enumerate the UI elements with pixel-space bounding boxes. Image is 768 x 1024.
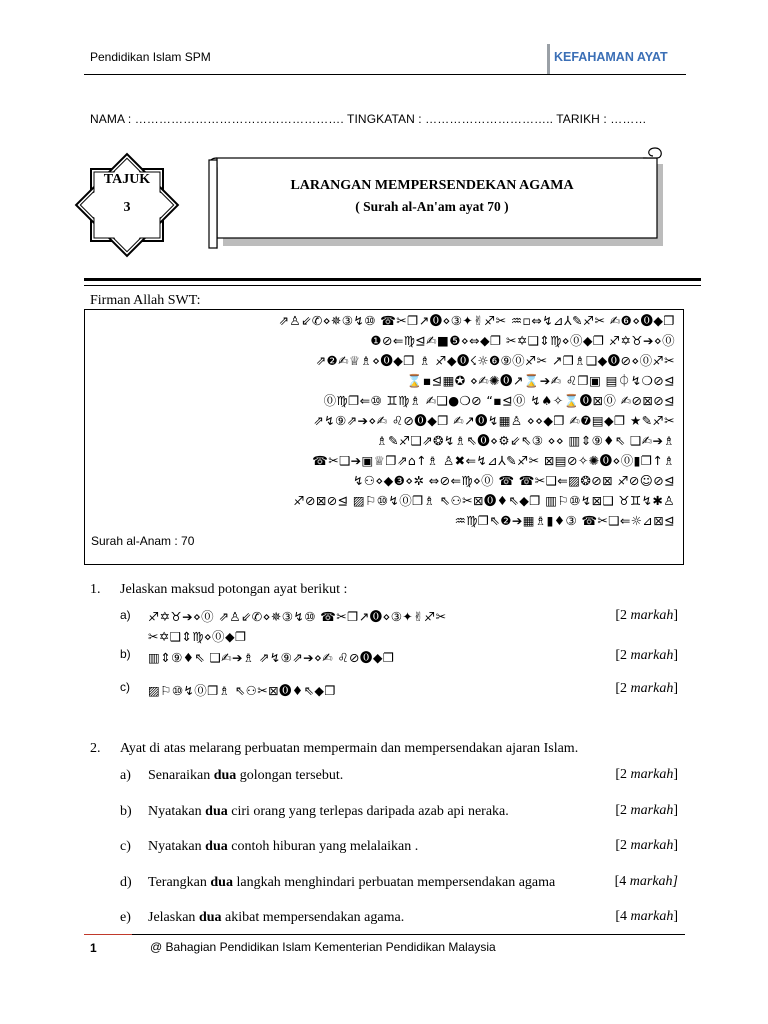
q1-text: Jelaskan maksud potongan ayat berikut : (120, 582, 348, 597)
q1b-arabic: ▥⇕⑨♦⇖ ❑✍➔♗ ⇗↯⑨⇗➔⋄✍ ♌⊘⓿◆❐ (148, 650, 395, 665)
verse-line: ⇗♙⇙✆⋄✵③↯⑩ ☎✂❐↗⓿⋄③✦✌♐✂ ♒▫⇔↯⊿⅄✎♐✂ ✍❻⋄⓿◆❐ (278, 313, 675, 328)
badge-number: 3 (123, 200, 131, 215)
q1b-marks: [2 markah] (615, 648, 678, 663)
q2e-label: e) (120, 910, 131, 925)
verse-line: ↯⚇⋄◆❸⋄✲ ⇔⊘⇐♍⋄⓪ ☎ ☎✂❑⇐▨❂⊘⊠ ♐⊘☺⊘⊴ (352, 473, 675, 488)
section-rule-thin (84, 285, 701, 286)
q1a-arabic: ♐✡♉➔⋄⓪ ⇗♙⇙✆⋄✵③↯⑩ ☎✂❐↗⓿⋄③✦✌♐✂ (148, 609, 447, 624)
verse-line: ❶⊘⇐♍⊴✍■❺⋄⇔◆❐ ✂✡❑⇕♍⋄⓪◆❐ ♐✡♉➔⋄⓪ (370, 333, 675, 348)
verse-line: ♒♍❐⇖❷➔▦♗▮♦③ ☎✂❑⇐☼⊿⊠⊴ (454, 513, 675, 528)
q2a-text: Senaraikan dua golongan tersebut. (148, 768, 344, 783)
q2-text: Ayat di atas melarang perbuatan mempermain dan mempersendakan ajaran Islam. (120, 741, 579, 756)
q2c-marks: [2 markah] (615, 838, 678, 853)
q2d-marks: [4 markah] (614, 874, 678, 889)
q2-number: 2. (90, 741, 101, 756)
verse-source: Surah al-Anam : 70 (91, 534, 195, 548)
banner-title: LARANGAN MEMPERSENDEKAN AGAMA (290, 178, 574, 193)
verse-line: ♗✎♐❑⇗❂↯♗⇖⓿⋄⚙⇙⇖③ ⋄⋄ ▥⇕⑨♦⇖ ❑✍➔♗ (376, 433, 675, 448)
footer-accent-rule (84, 934, 132, 935)
verse-line: ☎✂❑➔▣♕❐⇗⌂↑♗ ♙✖⇐↯⊿⅄✎♐✂ ⊠▤⊘✧✺⓿⋄⓪▮❐↑♗ (312, 453, 675, 468)
verse-box (84, 309, 684, 565)
badge-title: TAJUK (103, 172, 151, 187)
verse-line: ♐⊘⊠⊘⊴ ▨⚐⑩↯⓪❐♗ ⇖⚇✂⊠⓿♦⇖◆❐ ▥⚐⑩↯⊠❑ ♉♊↯✱♙ (293, 493, 675, 508)
verse-line: ⌛▪⊴▦✪ ⋄✍✺⓿↗⌛➔✍ ♌❐▣ ▤⏀↯❍⊘⊴ (406, 373, 675, 388)
q2a-marks: [2 markah] (615, 767, 678, 782)
verse-line: ⇗↯⑨⇗➔⋄✍ ♌⊘⓿◆❐ ✍↗⓿↯▦♙ ⋄⋄◆❐ ✍❼▤◆❐ ★✎♐✂ (313, 413, 675, 428)
q2d-text: Terangkan dua langkah menghindari perbuatan mempersendakan agama (148, 875, 556, 890)
student-info-line: NAMA : ……………………………………………. TINGKATAN : ………………………….. TARIKH : ……… (90, 112, 647, 126)
q2a-label: a) (120, 768, 131, 783)
q2c-label: c) (120, 839, 131, 854)
q2b-marks: [2 markah] (615, 803, 678, 818)
header-divider (547, 44, 550, 74)
q1c-arabic: ▨⚐⑩↯⓪❐♗ ⇖⚇✂⊠⓿♦⇖◆❐ (148, 683, 337, 698)
q1a-marks: [2 markah] (615, 608, 678, 623)
verse-line: ⇗❷✍♕♗⋄⓿◆❐ ♗ ♐◆⓿☇☼❻⑨⓪♐✂ ↗❐♗❑◆⓿⊘⋄⓪♐✂ (315, 353, 675, 368)
q1a-arabic: ✂✡❑⇕♍⋄⓪◆❐ (148, 629, 247, 644)
header-rule (84, 74, 686, 75)
q1c-marks: [2 markah] (615, 681, 678, 696)
verse-line: ⓪♍❐⇐⑩ ♊♍♗ ✍❑●❍⊘ “▪⊴⓪ ↯♠✧⌛⓿⊠⓪ ✍⊘⊠⊘⊴ (323, 393, 675, 408)
q2e-text: Jelaskan dua akibat mempersendakan agama. (148, 910, 405, 925)
footer-rule (132, 934, 685, 935)
q1c-label: c) (120, 680, 130, 694)
q1a-label: a) (120, 608, 131, 622)
q1b-label: b) (120, 647, 131, 661)
page-number: 1 (90, 941, 97, 955)
q2b-text: Nyatakan dua ciri orang yang terlepas daripada azab api neraka. (148, 804, 509, 819)
q2e-marks: [4 markah] (615, 909, 678, 924)
banner-subtitle: ( Surah al-An'am ayat 70 ) (355, 199, 509, 214)
section-rule-thick (84, 278, 701, 281)
header-subject: Pendidikan Islam SPM (90, 50, 211, 64)
footer-copyright: @ Bahagian Pendidikan Islam Kementerian Pendidikan Malaysia (150, 940, 496, 954)
q2c-text: Nyatakan dua contoh hiburan yang melalaikan . (148, 839, 419, 854)
q2b-label: b) (120, 804, 132, 819)
q1-number: 1. (90, 582, 101, 597)
firman-label: Firman Allah SWT: (90, 293, 201, 308)
q2d-label: d) (120, 875, 132, 890)
header-topic: KEFAHAMAN AYAT (554, 50, 668, 64)
